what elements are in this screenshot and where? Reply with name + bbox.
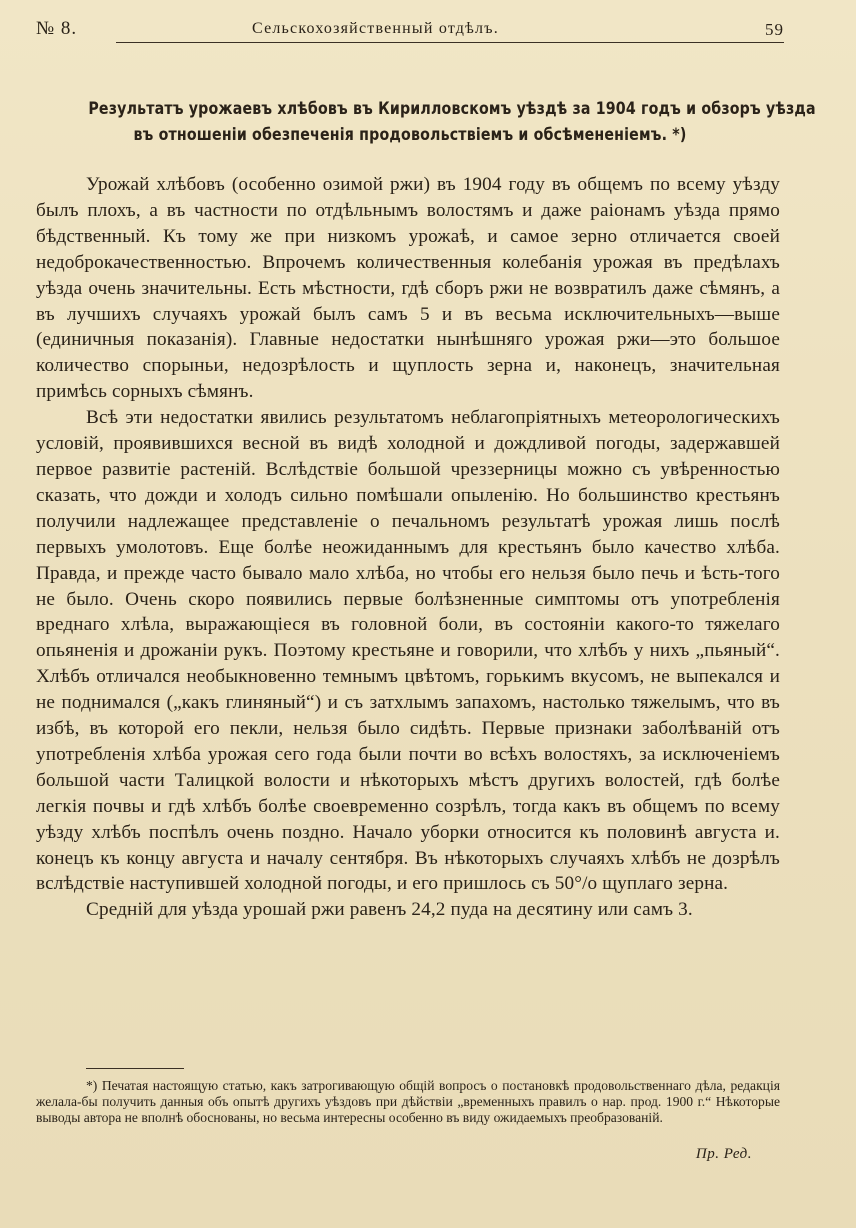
- footnote-rule: [86, 1068, 184, 1069]
- page-number: 59: [765, 20, 784, 39]
- article-title-line-2: въ отношеніи обезпеченія продовольствіемъ и обсѣмененіемъ. *): [133, 125, 687, 144]
- editor-signature: Пр. Ред.: [695, 1146, 752, 1162]
- header-rule: [116, 42, 784, 43]
- article-title-line-1: Результатъ урожаевъ хлѣбовъ въ Кирилловскомъ уѣздѣ за 1904 годъ и обзоръ уѣзда: [88, 99, 816, 118]
- article-body: [36, 172, 780, 923]
- page-header: [36, 18, 784, 46]
- article-title: [88, 96, 816, 148]
- footnote-text: *) Печатая настоящую статью, какъ затрогивающую общій вопросъ о постановкѣ продовольственнаго дѣла, редакція желала-бы получить данныя объ опытѣ другихъ уѣздовъ при дѣйствіи „временныхъ правилъ о нар. прод. 1900 г.“ Нѣкоторые выводы автора не вполнѣ обоснованы, но весьма интересны особенно въ виду ожидаемыхъ преобразованій.: [36, 1078, 780, 1126]
- paragraph-2: Всѣ эти недостатки явились результатомъ неблагопріятныхъ метеорологическихъ условій, проявившихся весной въ видѣ холодной и дождливой погоды, задержавшей первое развитіе растеній. Вслѣдствіе большой чреззерницы можно съ увѣренностью сказать, что дожди и холодъ сильно помѣшали опыленію. Но большинство крестьянъ получили надлежащее представленіе о печальномъ результатѣ урожая лишь послѣ первыхъ умолотовъ. Еще болѣе неожиданнымъ для крестьянъ было качество хлѣба. Правда, и прежде часто бывало мало хлѣба, но чтобы его нельзя было печь и ѣсть-того не было. Очень скоро появились первые болѣзненные симптомы отъ употребленія вреднаго хлѣла, выражающіеся въ головной боли, въ состояніи какого-то тяжелаго опьяненія и дрожаніи рукъ. Поэтому крестьяне и говорили, что хлѣбъ у нихъ „пьяный“. Хлѣбъ отличался необыкновенно темнымъ цвѣтомъ, горькимъ вкусомъ, не выпекался и не поднимался („какъ глиняный“) и съ затхлымъ запахомъ, настолько тяжелымъ, что въ избѣ, въ которой его пекли, нельзя было сидѣть. Первые признаки заболѣваній отъ употребленія хлѣба урожая сего года были почти во всѣхъ волостяхъ, за исключеніемъ большой части Талицкой волости и нѣкоторыхъ мѣстъ другихъ волостей, гдѣ болѣе легкія почвы и гдѣ хлѣбъ болѣе своевременно созрѣлъ, тогда какъ въ общемъ по всему уѣзду хлѣбъ поспѣлъ очень поздно. Начало уборки относится къ половинѣ августа и. конецъ къ концу августа и началу сентября. Въ нѣкоторыхъ случаяхъ хлѣбъ не дозрѣлъ вслѣдствіе наступившей холодной погоды, и его пришлось съ 50°/o щуплаго зерна.: [36, 407, 780, 895]
- section-title: Сельскохозяйственный отдѣлъ.: [252, 20, 499, 37]
- paragraph-1: Урожай хлѣбовъ (особенно озимой ржи) въ 1904 году въ общемъ по всему уѣзду былъ плохъ, а въ частности по отдѣльнымъ волостямъ и даже раіонамъ уѣзда прямо бѣдственный. Къ тому же при низкомъ урожаѣ, и самое зерно отличается своей недоброкачественностью. Впрочемъ количественныя колебанія урожая въ предѣлахъ уѣзда очень значительны. Есть мѣстности, гдѣ сборъ ржи не возвратилъ даже сѣмянъ, а въ лучшихъ случаяхъ урожай былъ самъ 5 и въ весьма исключительныхъ—выше (единичныя показанія). Главные недостатки нынѣшняго урожая ржи—это большое количество спорыньи, недозрѣлость и щуплость зерна и, наконецъ, значительная примѣсь сорныхъ сѣмянъ.: [36, 174, 780, 403]
- footnote: [36, 1078, 780, 1127]
- issue-number: № 8.: [36, 18, 78, 39]
- paragraph-3: Среднiй для уѣзда урошай ржи равенъ 24,2 пуда на десятину или самъ 3.: [86, 899, 693, 921]
